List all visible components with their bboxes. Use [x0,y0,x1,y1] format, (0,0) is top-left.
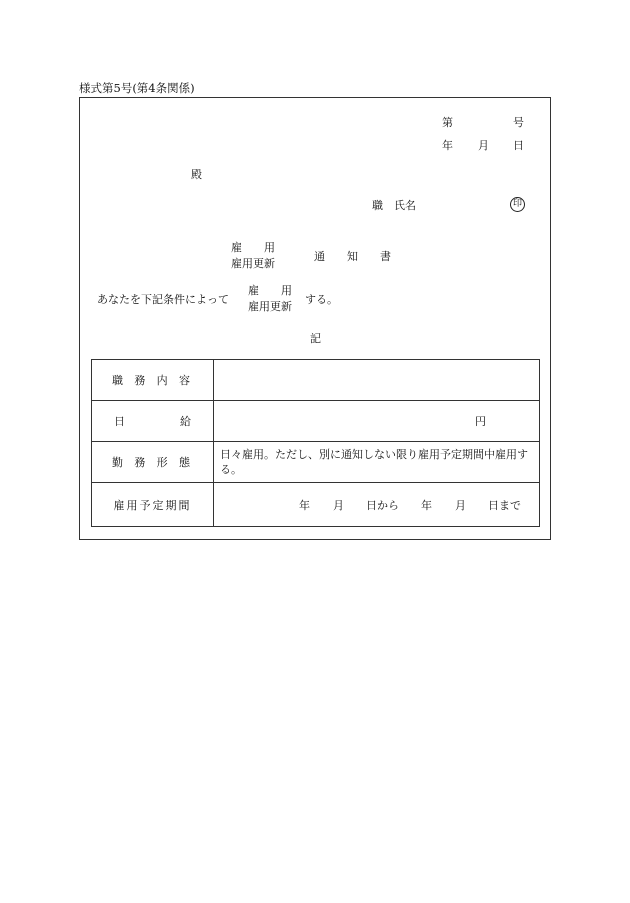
ki-heading: 記 [310,332,321,345]
document-title: 通 知 書 [314,250,391,263]
work-type-text: 日々雇用。ただし、別に通知しない限り雇用予定期間中雇用する。 [220,448,528,476]
label-daily-wage [92,401,214,442]
addressee-honorific: 殿 [191,168,202,181]
seal-mark: 印 [510,197,525,212]
period-end-month: 月 [455,498,466,512]
title-option-renewal: 雇用更新 [231,257,275,270]
label-char: 形 [156,456,168,469]
period-start-month: 月 [333,498,344,512]
date-month: 月 [478,139,489,152]
period-start-year: 年 [299,498,310,512]
label-char: 態 [178,456,190,469]
label-period [92,483,214,527]
table-row-work-type [92,442,540,483]
signer-title-name-label: 職 氏名 [372,199,416,212]
number-dai: 第 [442,116,453,129]
yen-unit: 円 [475,415,486,428]
value-period[interactable] [214,483,540,527]
body-sentence-suffix: する。 [305,293,338,306]
label-char: 容 [178,374,190,387]
body-options [248,283,292,315]
title-option-employment: 雇 用 [231,241,275,254]
value-work-type [214,442,540,483]
label-text: 雇用予定期間 [113,498,192,512]
table-row-period [92,483,540,527]
date-day: 日 [513,139,524,152]
date-year: 年 [442,139,453,152]
label-char: 務 [134,456,146,469]
body-option-renewal: 雇用更新 [248,300,292,313]
number-go: 号 [513,116,524,129]
body-sentence-prefix: あなたを下記条件によって [97,293,229,306]
period-start-day: 日から [366,498,399,512]
notice-form-frame [79,97,551,540]
label-char: 勤 [112,456,123,469]
label-char: 内 [156,374,168,387]
period-end-year: 年 [421,498,432,512]
body-option-employment: 雇 用 [248,284,292,297]
value-duties[interactable] [214,360,540,401]
label-duties [92,360,214,401]
table-row-daily-wage [92,401,540,442]
value-daily-wage[interactable] [214,401,540,442]
period-end-day: 日まで [488,498,521,512]
label-char: 給 [180,415,191,428]
table-row-duties [92,360,540,401]
label-char: 日 [114,415,125,428]
conditions-table [91,359,540,527]
title-options [231,240,275,272]
form-number-label: 様式第5号(第4条関係) [79,81,195,95]
label-char: 職 [112,374,123,387]
label-char: 務 [134,374,146,387]
label-work-type [92,442,214,483]
